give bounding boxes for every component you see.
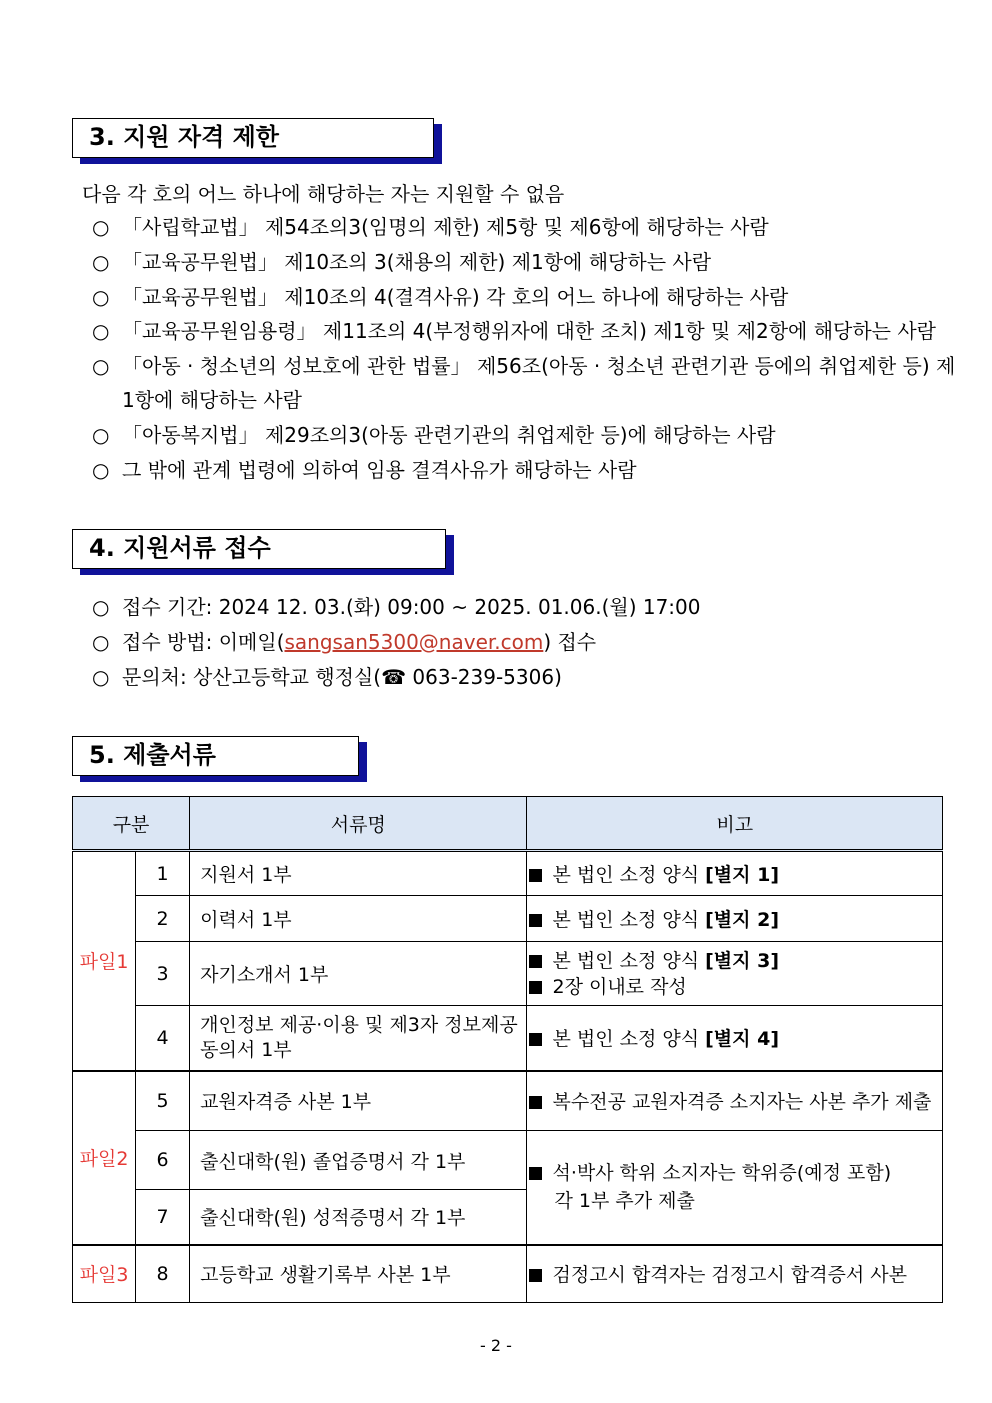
document-name: 자기소개서 1부 xyxy=(190,942,527,1006)
row-number: 2 xyxy=(136,896,190,942)
document-note: 본 법인 소정 양식 [별지 4] xyxy=(527,1006,943,1071)
square-bullet-icon xyxy=(529,981,542,994)
restriction-item: ○ 「아동 · 청소년의 성보호에 관한 법률」 제56조(아동 · 청소년 관련기관 등에의 취업제한 등) 제1항에 해당하는 사람 xyxy=(92,354,956,412)
table-header-row xyxy=(73,797,943,851)
square-bullet-icon xyxy=(529,1269,542,1282)
square-bullet-icon xyxy=(529,1096,542,1109)
document-note: 본 법인 소정 양식 [별지 3] 2장 이내로 작성 xyxy=(527,942,943,1006)
restriction-item: ○ 「사립학교법」 제54조의3(임명의 제한) 제5항 및 제6항에 해당하는 사람 xyxy=(92,215,769,239)
square-bullet-icon xyxy=(529,914,542,927)
documents-table xyxy=(72,796,943,1303)
reception-method: ○ 접수 방법: 이메일(sangsan5300@naver.com) 접수 xyxy=(92,630,597,654)
document-name: 교원자격증 사본 1부 xyxy=(190,1071,527,1131)
square-bullet-icon xyxy=(529,955,542,968)
table-row xyxy=(73,1131,943,1190)
row-number: 8 xyxy=(136,1245,190,1303)
section-5-heading: 5. 제출서류 xyxy=(72,736,359,776)
document-name: 출신대학(원) 성적증명서 각 1부 xyxy=(190,1190,527,1245)
row-number: 6 xyxy=(136,1131,190,1190)
row-number: 3 xyxy=(136,942,190,1006)
section-3-intro: 다음 각 호의 어느 하나에 해당하는 자는 지원할 수 없음 xyxy=(82,182,565,206)
row-number: 1 xyxy=(136,851,190,896)
restriction-item: ○ 「아동복지법」 제29조의3(아동 관련기관의 취업제한 등)에 해당하는 사람 xyxy=(92,423,776,447)
row-number: 7 xyxy=(136,1190,190,1245)
document-note: 본 법인 소정 양식 [별지 1] xyxy=(527,851,943,896)
row-number: 4 xyxy=(136,1006,190,1071)
header-name: 서류명 xyxy=(190,797,527,851)
restriction-item: ○ 「교육공무원임용령」 제11조의 4(부정행위자에 대한 조치) 제1항 및 제2항에 해당하는 사람 xyxy=(92,319,937,343)
reception-period: ○ 접수 기간: 2024 12. 03.(화) 09:00 ~ 2025. 01.06.(월) 17:00 xyxy=(92,595,701,619)
table-row xyxy=(73,1071,943,1131)
document-note: 본 법인 소정 양식 [별지 2] xyxy=(527,896,943,942)
document-name: 이력서 1부 xyxy=(190,896,527,942)
page-number: - 2 - xyxy=(480,1336,512,1355)
square-bullet-icon xyxy=(529,1167,542,1180)
square-bullet-icon xyxy=(529,1033,542,1046)
header-note: 비고 xyxy=(527,797,943,851)
restriction-item: ○ 그 밖에 관계 법령에 의하여 임용 결격사유가 해당하는 사람 xyxy=(92,458,637,482)
document-note: 석·박사 학위 소지자는 학위증(예정 포함) 각 1부 추가 제출 xyxy=(527,1131,943,1245)
group-file1: 파일1 xyxy=(73,851,136,1071)
section-4-heading: 4. 지원서류 접수 xyxy=(72,529,446,569)
email-link[interactable]: sangsan5300@naver.com xyxy=(284,630,544,654)
document-name: 출신대학(원) 졸업증명서 각 1부 xyxy=(190,1131,527,1190)
contact-info: ○ 문의처: 상산고등학교 행정실(☎ 063-239-5306) xyxy=(92,665,562,689)
document-note: 복수전공 교원자격증 소지자는 사본 추가 제출 xyxy=(527,1071,943,1131)
table-row xyxy=(73,896,943,942)
header-group: 구분 xyxy=(73,797,190,851)
table-row xyxy=(73,942,943,1006)
document-name: 지원서 1부 xyxy=(190,851,527,896)
section-3-heading: 3. 지원 자격 제한 xyxy=(72,118,434,158)
restriction-item: ○ 「교육공무원법」 제10조의 4(결격사유) 각 호의 어느 하나에 해당하는 사람 xyxy=(92,285,789,309)
table-row xyxy=(73,1006,943,1071)
restriction-item: ○ 「교육공무원법」 제10조의 3(채용의 제한) 제1항에 해당하는 사람 xyxy=(92,250,712,274)
group-file2: 파일2 xyxy=(73,1071,136,1245)
document-note: 검정고시 합격자는 검정고시 합격증서 사본 xyxy=(527,1245,943,1303)
row-number: 5 xyxy=(136,1071,190,1131)
square-bullet-icon xyxy=(529,869,542,882)
group-file3: 파일3 xyxy=(73,1245,136,1303)
table-row xyxy=(73,1245,943,1303)
phone-icon: ☎ xyxy=(381,665,407,689)
document-name: 개인정보 제공·이용 및 제3자 정보제공 동의서 1부 xyxy=(190,1006,527,1071)
document-name: 고등학교 생활기록부 사본 1부 xyxy=(190,1245,527,1303)
table-row xyxy=(73,851,943,896)
